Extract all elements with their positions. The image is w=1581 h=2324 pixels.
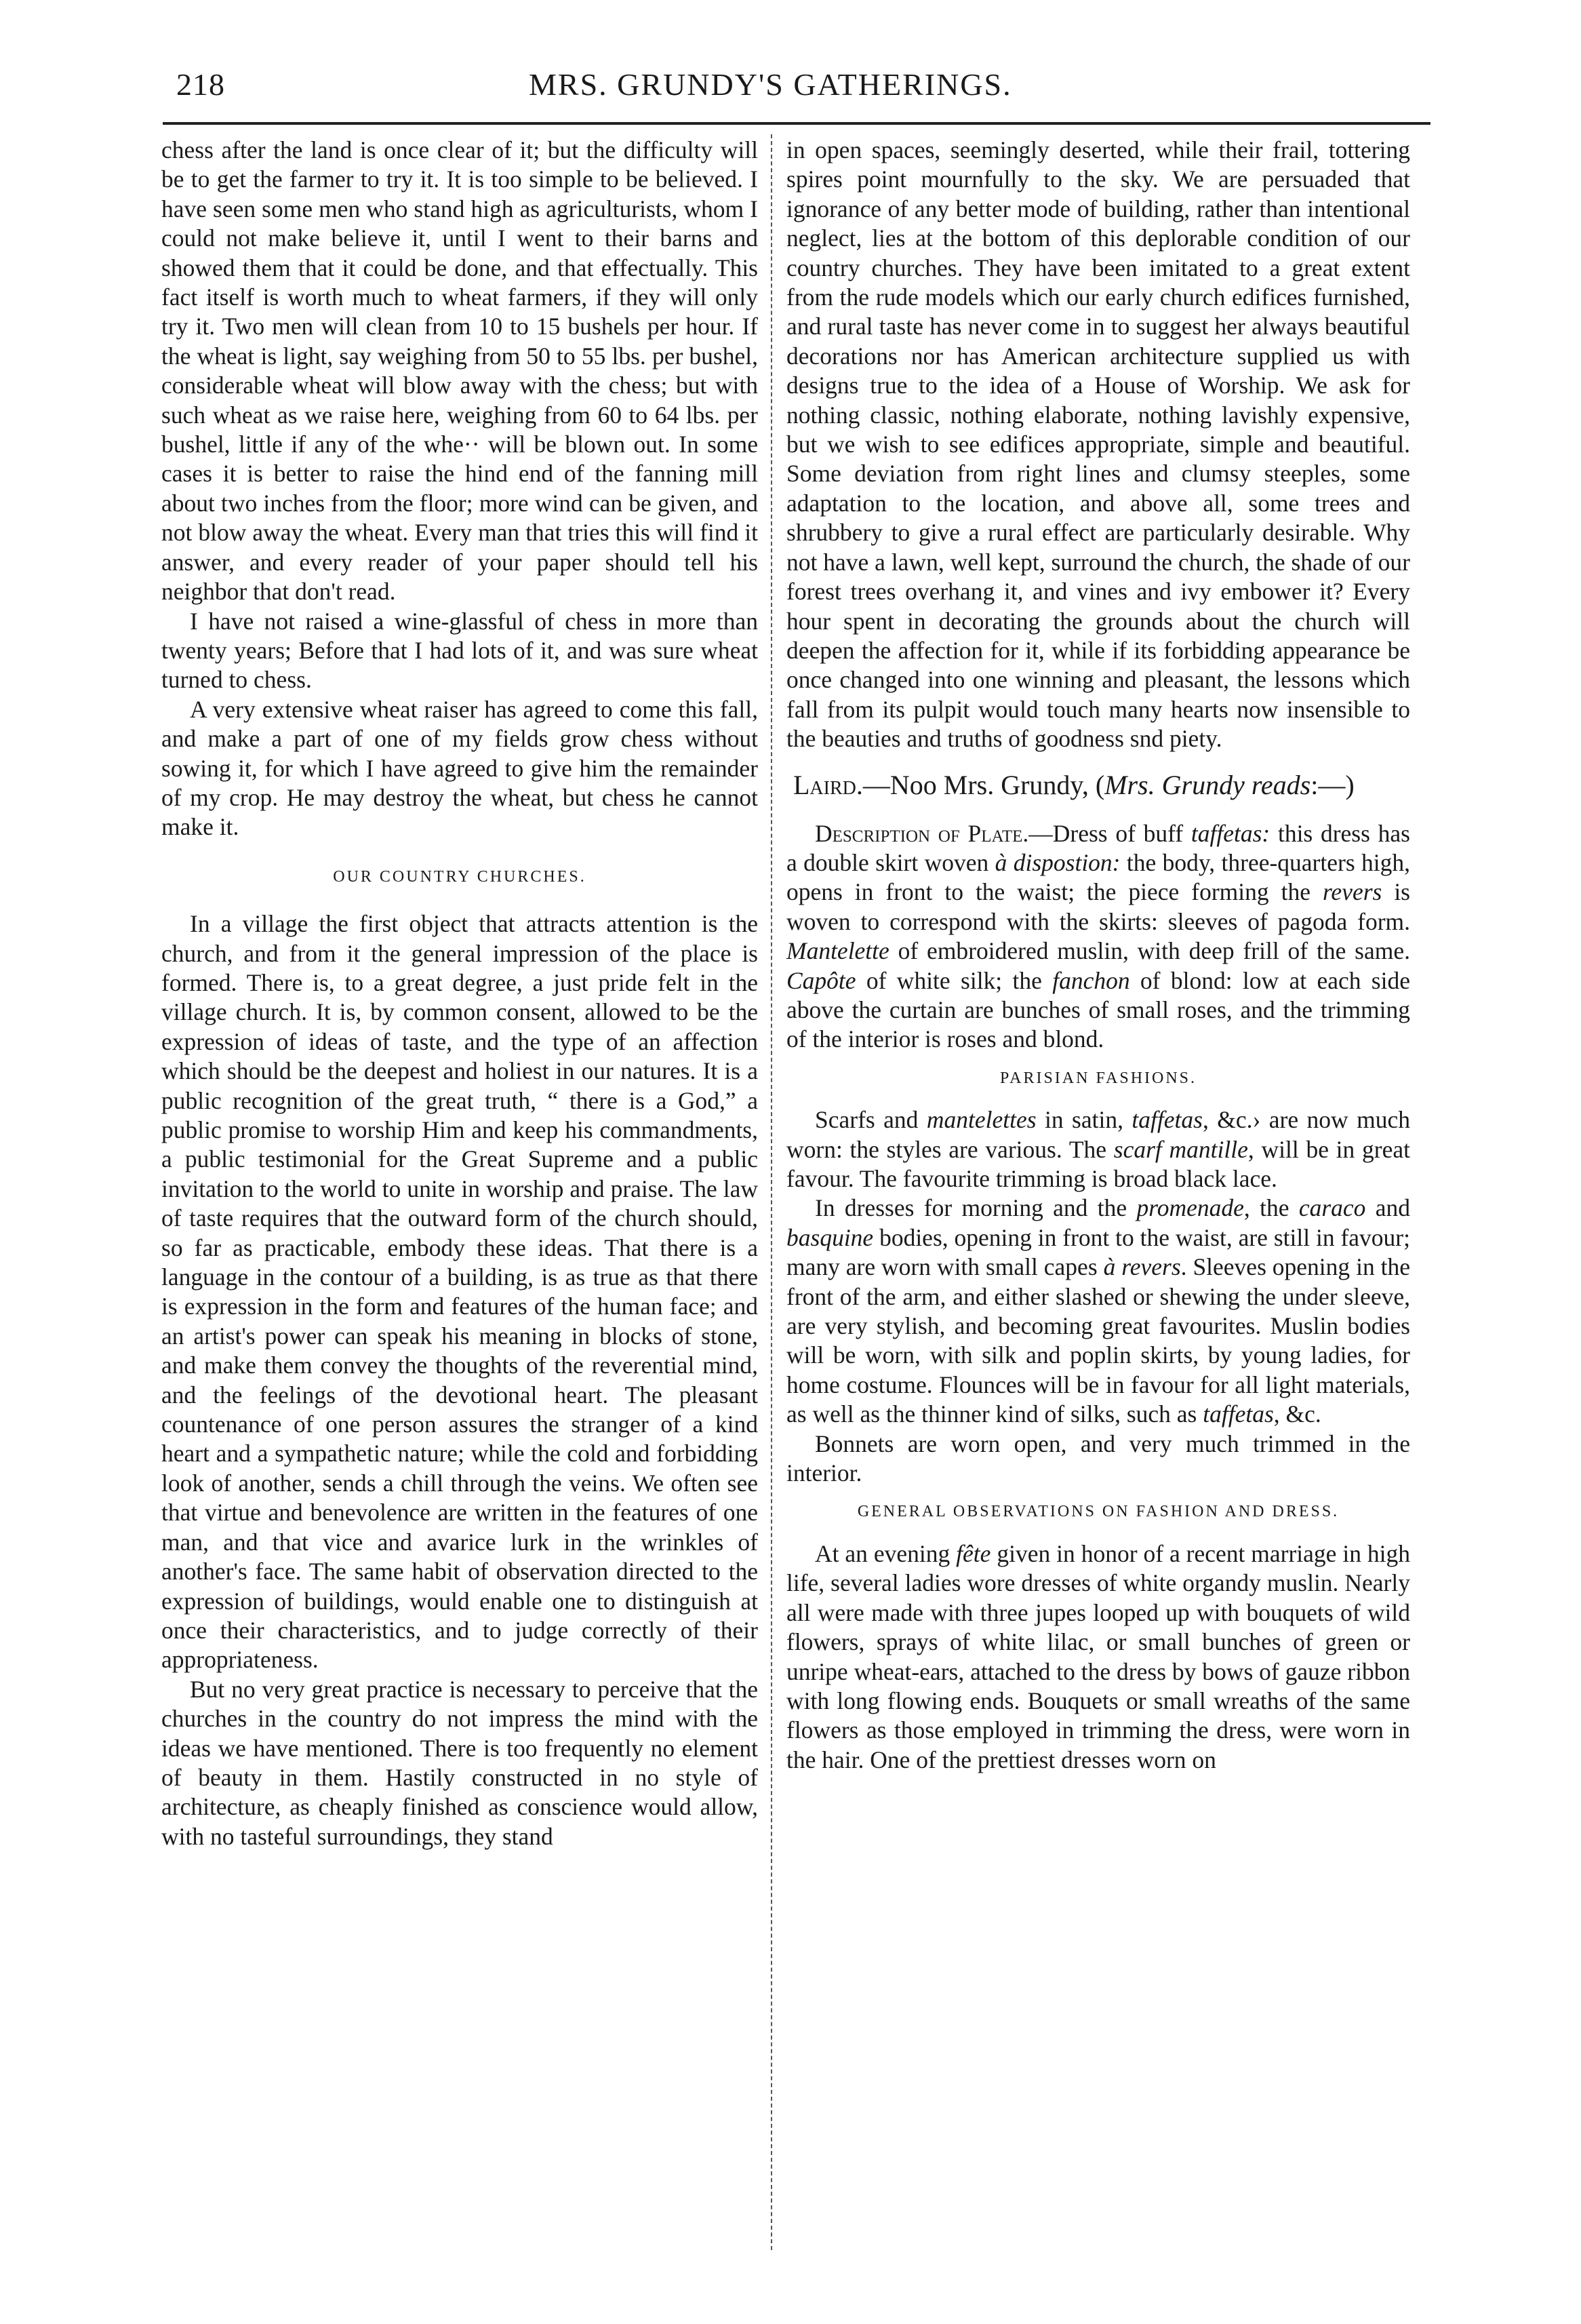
plate-heading: Description of Plate.	[815, 819, 1029, 847]
paragraph: Bonnets are worn open, and very much trimmed in the interior.	[786, 1430, 1410, 1487]
paragraph: Scarfs and mantelettes in satin, taffetas, &c.› are now much worn: the styles are various. The scarf mantille, will be in great favour. The favourite trimming is broad black lace.	[786, 1106, 1410, 1192]
paragraph: In dresses for morning and the promenade, the caraco and basquine bodies, opening in front to the waist, are still in favour; many are worn with small capes à revers. Sleeves opening in the front of the arm, and either slashed or shewing the under sleeve, are very stylish, and becoming great favourites. Muslin bodies will be worn, with silk and poplin skirts, by young ladies, for home costume. Flounces will be in favour for all light materials, as well as the thinner kind of silks, such as taffetas, &c.	[786, 1194, 1411, 1428]
paragraph: In a village the first object that attracts attention is the church, and from it the general impression of the place is formed. There is, to a great degree, a just pride felt in the village church. It is, by common consent, allowed to be the expression of ideas of taste, and the type of an affection which should be the deepest and holiest in our natures. It is a public recognition of the great truth, “ there is a God,” a public promise to worship Him and keep his commandments, a public testimonial for the Great Supreme and a public invitation to the world to unite in worship and praise. The law of taste requires that the outward form of the church should, so far as practicable, embody these ideas. That there is a language in the contour of a building, is as true as that there is expression in the form and features of the human face; and an artist's power can speak his meaning in blocks of stone, and make them convey the thoughts of the reverential mind, and the feelings of the devotional heart. The pleasant countenance of one person assures the stranger of a kind heart and a sympathetic nature; while the cold and forbidding look of another, sends a chill through the veins. We often see that virtue and benevolence are written in the features of one man, and that vice and avarice lurk in the wrinkles of another's face. The same habit of observation directed to the expression of buildings, would enable one to distinguish at once their characteristics, and to judge correctly of their appropriateness.	[161, 910, 758, 1674]
right-column	[786, 136, 1410, 1775]
paragraph: I have not raised a wine-glassful of chess in more than twenty years; Before that I had lots of it, and was sure wheat turned to chess.	[161, 607, 758, 694]
paragraph: in open spaces, seemingly deserted, while their frail, tottering spires point mournfully to the sky. We are persuaded that ignorance of any better mode of building, rather than intentional neglect, lies at the bottom of this deplorable condition of our country churches. They have been imitated to a great extent from the rude models which our early church edifices furnished, and rural taste has never come in to suggest her always beautiful decorations nor has American architecture supplied us with designs true to the idea of a House of Worship. We ask for nothing classic, nothing elaborate, nothing lavishly expensive, but we wish to see edifices appropriate, simple and beautiful. Some deviation from right lines and clumsy steeples, some adaptation to the location, and above all, some trees and shrubbery to give a rural effect are particularly desirable. Why not have a lawn, well kept, surround the church, the shade of our forest trees overhang it, and vines and ivy embower it? Every hour spent in decorating the grounds about the church will deepen the affection for it, while if its forbidding appearance be once changed into one winning and pleasant, the lessons which fall from its pulpit would touch many hearts now insensible to the beauties and truths of goodness snd piety.	[786, 136, 1410, 753]
header-rule	[163, 122, 1430, 125]
plate-description: Description of Plate.—Dress of buff taffetas: this dress has a double skirt woven à dispostion: the body, three-quarters high, opens in front to the waist; the piece forming the revers is woven to correspond with the skirts: sleeves of pagoda form. Mantelette of embroidered muslin, with deep frill of the same. Capôte of white silk; the fanchon of blond: low at each side above the curtain are bunches of small roses, and the trimming of the interior is roses and blond.	[786, 819, 1410, 1053]
paragraph: A very extensive wheat raiser has agreed to come this fall, and make a part of one of my fields grow chess without sowing it, for which I have agreed to give him the remainder of my crop. He may destroy the wheat, but chess he cannot make it.	[161, 695, 758, 841]
column-divider	[771, 134, 772, 2250]
paragraph: At an evening fête given in honor of a recent marriage in high life, several ladies wore dresses of white organdy muslin. Nearly all were made with three jupes looped up with bouquets of wild flowers, sprays of white lilac, or small bunches of green or unripe wheat-ears, attached to the dress by bows of gauze ribbon with long flowing ends. Bouquets or small wreaths of the same flowers as those employed in trimming the dress, were worn in the hair. One of the prettiest dresses worn on	[786, 1539, 1410, 1773]
laird-line: Laird.—Noo Mrs. Grundy, (Mrs. Grundy reads:—)	[793, 769, 1355, 800]
paragraph: But no very great practice is necessary to perceive that the churches in the country do not impress the mind with the ideas we have mentioned. There is too frequently no element of beauty in them. Hastily constructed in no style of architecture, as cheaply finished as conscience would allow, with no tasteful surroundings, they stand	[161, 1675, 758, 1850]
section-heading-country-churches: OUR COUNTRY CHURCHES.	[333, 867, 586, 886]
section-heading-general-observations: GENERAL OBSERVATIONS ON FASHION AND DRESS.	[857, 1503, 1340, 1521]
page-header	[176, 66, 1417, 114]
left-column	[161, 136, 758, 1851]
section-heading-parisian-fashions: PARISIAN FASHIONS.	[999, 1069, 1197, 1087]
speaker-name: Laird.	[793, 769, 863, 800]
running-title: MRS. GRUNDY'S GATHERINGS.	[529, 67, 1012, 102]
paragraph: chess after the land is once clear of it; but the difficulty will be to get the farmer to try it. It is too simple to be believed. I have seen some men who stand high as agriculturists, whom I could not make believe it, until I went to their barns and showed them that it could be done, and that effectually. This fact itself is worth much to wheat farmers, if they will only try it. Two men will clean from 10 to 15 bushels per hour. If the wheat is light, say weighing from 50 to 55 lbs. per bushel, considerable wheat will blow away with the chess; but with such wheat as we raise here, weighing from 60 to 64 lbs. per bushel, little if any of the whe·· will be blown out. In some cases it is better to raise the hind end of the fanning mill about two inches from the floor; more wind can be given, and not blow away the wheat. Every man that tries this will find it answer, and every reader of your paper should tell his neighbor that don't read.	[161, 136, 758, 606]
page-number: 218	[176, 67, 225, 102]
